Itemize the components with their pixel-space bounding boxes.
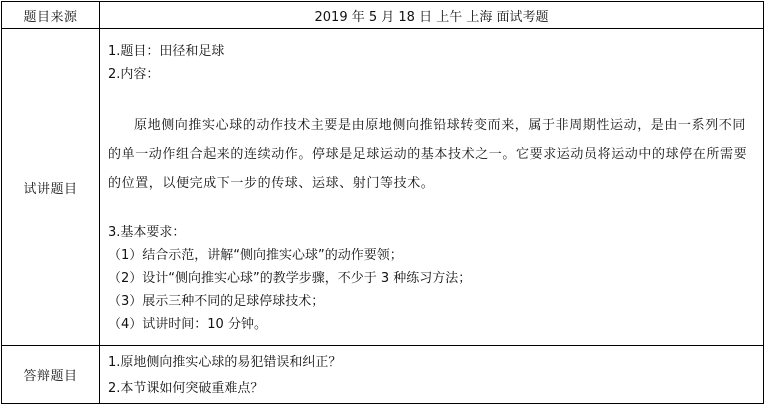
source-value: 2019 年 5 月 18 日 上午 上海 面试考题 xyxy=(100,2,764,29)
lecture-paragraph-wrap xyxy=(108,111,755,198)
lecture-paragraph: 原地侧向推实心球的动作技术主要是由原地侧向推铅球转变而来，属于非周期性运动，是由一系列不同的单一动作组合起来的连续动作。停球是足球运动的基本技术之一。它要求运动员将运动中的球停在所需要的位置，以便完成下一步的传球、运球、射门等技术。 xyxy=(108,118,748,191)
spacer xyxy=(108,86,755,109)
defense-row xyxy=(2,346,764,404)
defense-question: 1.原地侧向推实心球的易犯错误和纠正？ xyxy=(108,354,342,370)
spacer xyxy=(108,198,755,221)
lecture-content-cell xyxy=(100,29,764,346)
lecture-row xyxy=(2,29,764,346)
source-label: 题目来源 xyxy=(2,2,100,29)
source-row xyxy=(2,2,764,29)
defense-question: 2.本节课如何突破重难点？ xyxy=(108,380,264,396)
defense-content xyxy=(100,348,763,402)
requirement-item: （1）结合示范，讲解“侧向推实心球”的动作要领； xyxy=(108,248,403,263)
requirement-item: （2）设计“侧向推实心球”的教学步骤，不少于 3 种练习方法； xyxy=(108,271,472,286)
exam-table xyxy=(1,1,764,404)
requirements-label: 3.基本要求： xyxy=(108,225,186,240)
defense-label: 答辩题目 xyxy=(2,346,100,404)
defense-content-cell xyxy=(100,346,764,404)
lecture-label: 试讲题目 xyxy=(2,29,100,346)
lecture-content xyxy=(100,38,763,336)
lecture-content-label: 2.内容： xyxy=(108,67,160,82)
lecture-title: 1.题目：田径和足球 xyxy=(108,44,225,59)
requirement-item: （4）试讲时间：10 分钟。 xyxy=(108,317,267,332)
requirement-item: （3）展示三种不同的足球停球技术； xyxy=(108,294,325,309)
